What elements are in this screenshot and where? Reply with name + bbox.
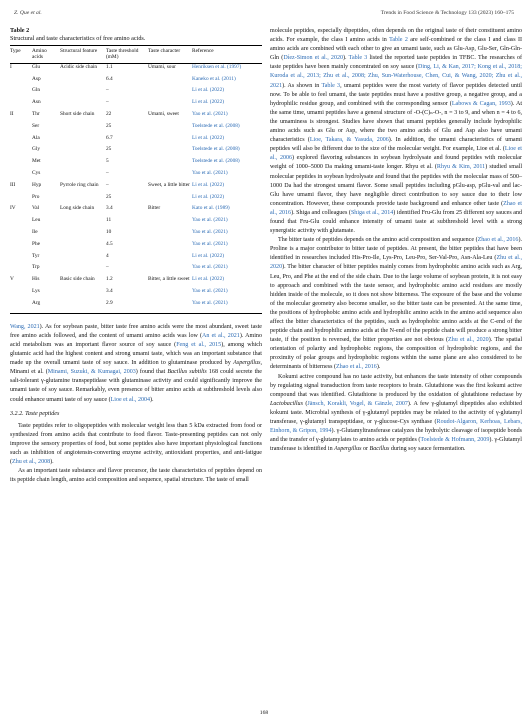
text-run: The bitter taste of peptides depends on the amino acid composition and sequence ( [278,237,478,244]
text-run: ) explored flavoring substances in soybean hydrolysate and found peptides with molecular weight of 1000–5000 Da making umami-taste longer. Rhyu et al. ( [270,155,522,171]
cell-taste-threshold: 25 [106,122,112,129]
cell-taste-threshold: 25 [106,146,112,153]
cell-type [10,123,32,135]
text-run: ). Proline is a major contributor to bitter taste of peptides. At present, the bitter peptides that have been identified in researches included His-Pro-Ile, Lys-Pro, Leu-Pro, Ser-Val-Pro, Asn-Ala-Leu ( [270,237,522,262]
citation-link[interactable]: Labows & Cagan, 1993 [451,100,511,107]
cell-reference[interactable]: Kaneko et al. (2011) [192,75,236,82]
cell-taste-threshold: 3.4 [106,287,113,294]
cell-reference[interactable]: Li et al. (2022) [192,193,225,200]
text-run: listed the reported taste peptides in TFBC. The researches of taste peptides have been mainly concentrated on soy sauce ( [270,55,523,71]
cell-structural-feature [60,300,106,314]
cell-structural-feature [60,123,106,135]
text-run: Kokumi active compound has no taste activity, but enhances the taste intensity of other compounds by regulating signal transduction from taste receptors to brain. Glutathione was the first kokumi active compound that was identified. Glutathione is produced by the oxidation of glutathione reductase by [270,373,522,398]
text-run: are self-combined or the class I and class II amino acids are combined with each other to give an umami taste, such as Glu-Asp, Glu-Ser, Gln-Gln-Gln ( [270,37,523,62]
cell-type [10,99,32,111]
cell-taste-character [148,241,192,253]
text-run: Taste peptides refer to oligopeptides with molecular weight less than 5 kDa extracted from food or synthesized from amino acids that contribute to food flavor. Taste-presenting peptides can not only improve the sensory properties of food, but some peptides also have important physiological functions such as inhibition of angiotensin-converting enzyme activity, antioxidant properties, and anti-fatigue ( [10,422,262,466]
text-run: , umami peptides were the most variety of flavor peptides detected until now. To be able to feel umami, the taste peptides must have a positive group, a negative group, and a hydrophilic residue group, and combined with the corresponding sensor ( [270,82,522,107]
citation-link[interactable]: Feng et al., 2015 [176,341,222,348]
italic-term: Lactobacillus [270,400,303,407]
col-type: Type [10,46,32,64]
text-run: ). [150,396,154,403]
text-run: ). In addition, the umami characteristics of umami peptides will also be different due to the size of the molecular weight. For example, Lioe et al. ( [270,137,522,153]
citation-link[interactable]: Shiga et al., 2014 [350,209,394,216]
cell-structural-feature [60,217,106,229]
citation-link[interactable]: Table 2 [389,37,408,44]
table-row [10,205,262,217]
text-run: ). As shown in [282,82,322,89]
cell-taste-character [148,253,192,265]
col-taste-threshold: Taste threshold (mM) [106,46,148,64]
table-row [10,87,262,99]
table-row [10,276,262,288]
cell-amino-acid: Pro [32,193,40,200]
citation-link[interactable]: Zhao et al., 2016 [270,200,522,216]
cell-type [10,300,32,314]
cell-reference[interactable]: Yao et al. (2021) [192,264,228,271]
cell-type [10,158,32,170]
cell-taste-threshold: 4.5 [106,240,113,247]
cell-reference[interactable]: Li et al. (2022) [192,134,225,141]
table-row [10,194,262,206]
cell-structural-feature [60,253,106,265]
cell-taste-threshold: – [106,181,109,188]
text-run: ). As for soybean paste, bitter taste free amino acids were the most abundant, sweet taste free amino acids followed, and the content of umami amino acids was low ( [10,323,262,339]
text-run: ( [302,400,308,407]
cell-structural-feature: Pyrrole ring chain [60,181,99,188]
cell-taste-character: Sweet, a little bitter [148,181,190,188]
table-row [10,146,262,158]
table-row [10,182,262,194]
table-row [10,253,262,265]
cell-taste-character: Bitter [148,205,161,212]
col-reference: Reference [192,46,262,64]
table-row [10,158,262,170]
header-authors: Z. Que et al. [14,10,42,16]
citation-link[interactable]: Zhu et al., 2020 [448,337,489,344]
citation-link[interactable]: Table 3 [321,82,341,89]
cell-type: I [10,63,12,70]
cell-amino-acid: His [32,276,40,283]
table-row [10,170,262,182]
citation-link[interactable]: Toelstede & Hofmann, 2009 [420,437,490,444]
cell-type [10,241,32,253]
text-run: ). Shiga and colleagues ( [291,209,351,216]
cell-amino-acid: Phe [32,240,41,247]
citation-link[interactable]: Zhao et al., 2016 [477,237,519,244]
cell-type [10,135,32,147]
cell-type: II [10,111,14,117]
cell-taste-threshold: 11 [106,217,112,224]
left-paragraph-2 [10,422,262,467]
table-header-row [10,46,262,64]
text-run: 168 could secrete the salt-tolerant γ-glutamine transpeptidase with glutaminase activity and could significantly improve the umami taste of soy sauce. Remarkably, even presence of bitter amino acids at subthreshold levels also could enhance umami taste of soy sauce ( [10,369,262,403]
cell-taste-threshold: 1.1 [106,63,113,70]
cell-amino-acid: Gln [32,87,41,94]
table-row [10,264,262,276]
col-structural-feature: Structural feature [60,46,106,64]
text-run: ) studied small molecular peptides in soybean hydrolysate and found that the peptides with the molecular mass of 500–1000 Da had the strongest umami flavor. Some small peptides including pGlu-asp, pGlu-val and lac-Glu have umami flavor, they have negligible direct contribution to soy sauce due to their low concentration. However, these compounds provide taste background and enhance other taste ( [270,164,522,207]
text-run: ). The bitter character of bitter peptides mainly comes from hydrophobic amino acids such as Arg, Leu, Pro, and Phe at the end of the side chain. Due to the large volume of soybean protein, it is not easy to approach and combined with the taste sensor, and hydrophobic amino acid residues are mostly hidden inside of the molecule, so it does not show bitterness. The exposure of the base and the volume of the molecular geometry also become smaller, so the bitter taste can be presented. At the same time, the positions of hydrophobic amino acids and hydrophilic amino acids in the amino acid sequence also affect the bitter characteristics of the peptides, such as hydrophobic amino acids at the C-end of the peptide chain and hydrophilic amino acids at the N-end of the peptide chain will produce a strong bitter taste, if the position is reversed, the bitter properties are not obvious ( [270,264,522,344]
citation-link[interactable]: Díez-Simon et al., 2020 [283,55,344,62]
cell-amino-acid: Met [32,158,41,165]
cell-structural-feature: Basic side chain [60,276,95,283]
cell-reference[interactable]: Yao et al. (2021) [192,300,262,314]
text-run: ). The spatial orientation of polarity and hydrophobic regions, the composition of hydrophobic regions, and the proximity of polar groups and hydrophobic regions within the same plane are also considered to be determinants of bitterness ( [270,337,522,371]
cell-taste-threshold: – [106,264,109,271]
cell-amino-acid: Val [32,205,40,212]
cell-taste-threshold: – [106,87,109,94]
citation-link[interactable]: Minami, Suzuki, & Kumagai, 2003 [47,369,136,376]
cell-reference[interactable]: Li et al. (2022) [192,276,225,283]
cell-reference[interactable]: Yao et al. (2021) [192,287,228,294]
text-run: ). [376,364,381,371]
left-paragraph-1 [10,323,262,405]
cell-taste-threshold: 6.4 [106,75,113,82]
cell-structural-feature [60,194,106,206]
cell-reference[interactable]: Toelstede et al. (2008) [192,146,240,153]
table-row [10,288,262,300]
citation-link[interactable]: Rhyu & Kim, 2011 [436,164,486,171]
left-paragraph-3 [10,467,262,485]
cell-structural-feature [60,170,106,182]
cell-taste-character [148,300,192,314]
cell-taste-threshold: 22 [106,111,112,117]
citation-link[interactable]: Lioe et al., 2006 [270,146,522,162]
cell-taste-character [148,229,192,241]
cell-taste-character: Umami, sweet [148,111,179,117]
page-number: 168 [259,710,269,716]
citation-link[interactable]: An et al., 2021 [202,332,240,339]
italic-term: Bacillus [369,446,390,453]
cell-taste-character [148,288,192,300]
cell-reference[interactable]: Yao et al. (2021) [192,240,228,247]
table-row [10,241,262,253]
cell-taste-character [148,158,192,170]
cell-amino-acid: Glu [32,63,41,70]
cell-amino-acid: Lys [32,287,40,294]
text-run: ). γ-Glutamyltransferase catalyzes the hydrolytic cleavage of isopeptide bonds and the transfer of γ-glutamylates to amino acids or peptides ( [270,428,523,444]
cell-taste-threshold: 3.4 [106,205,113,212]
citation-link[interactable]: Lioe et al., 2004 [110,396,151,403]
cell-taste-character [148,99,192,111]
cell-structural-feature [60,146,106,158]
citation-link[interactable]: Ding, Li, & Kan, 2017; Kong et al., 2018; Kuroda et al., 2013; Zhu et al., 2008; Zhu, Sun-Waterhouse, Chen, Cui, & Wang, 2020; Zhu et al., 2021 [270,64,522,89]
cell-taste-character [148,217,192,229]
cell-structural-feature: Short side chain [60,111,95,117]
table-row [10,111,262,123]
table-caption-title: Table 2 [10,27,30,34]
cell-amino-acid: Ser [32,122,40,129]
text-run: ) found that [135,369,168,376]
table-row [10,123,262,135]
cell-structural-feature [60,158,106,170]
cell-structural-feature [60,241,106,253]
cell-taste-character [148,146,192,158]
table-row [10,229,262,241]
cell-amino-acid: Thr [32,111,40,117]
cell-amino-acid: Gly [32,146,41,153]
cell-reference[interactable]: Toelstede et al. (2008) [192,158,240,165]
cell-taste-character: Bitter, a little sweet [148,276,190,283]
text-run: ). γ-Glutamyl transferase is identified in [270,437,522,453]
cell-reference[interactable]: Yao et al. (2021) [192,169,228,176]
cell-structural-feature [60,229,106,241]
table-row [10,217,262,229]
cell-reference[interactable]: Toelstede et al. (2008) [192,122,240,129]
citation-link[interactable]: Roudot-Algaron, Kerhoas, Lebars, Einhorn, & Gripon, 1994 [270,419,522,435]
italic-term: Bacillus subtilis [167,369,207,376]
cell-amino-acid: Tyr [32,252,40,259]
italic-term: Aspergillus [233,360,261,367]
cell-taste-character [148,76,192,88]
cell-taste-threshold: 25 [106,193,112,200]
right-paragraph-3 [270,373,522,455]
cell-structural-feature [60,264,106,276]
citation-link[interactable]: Jänsch, Korakli, Vogel, & Gänzle, 2007 [307,400,408,407]
table-caption-text: Structural and taste characteristics of free amino acids. [10,35,146,42]
text-run: molecule peptides, especially dipeptides, often depends on the original taste of their constituent amino acids. For example, the class I amino acids in [270,28,522,44]
text-run: As an important taste substance and flavor precursor, the taste characteristics of peptides depend on its peptide chain length, amino acid composition and sequence, spatial structure. The taste of small [10,468,262,484]
cell-reference[interactable]: Kato et al. (1989) [192,205,230,212]
table-row [10,99,262,111]
right-paragraph-2 [270,236,522,372]
cell-amino-acid: Trp [32,264,40,271]
cell-reference[interactable]: Li et al. (2022) [192,181,225,188]
cell-amino-acid: Leu [32,217,41,224]
cell-taste-character [148,170,192,182]
text-run: ). At the same time, umami peptides have a general structure of -O-(C)ₙ-O-, n = 3 to 9, and when n = 4 to 6, the umaminess is strongest. Studies have shown that umami peptides generally include hydrophilic amino acids such as Glu or Asp, where the two amino acids of Glu and Asp also have umami characteristics ( [270,100,522,144]
col-taste-character: Taste character [148,46,192,64]
italic-term: Aspergillus [334,446,362,453]
amino-acid-table [10,45,262,314]
cell-type [10,229,32,241]
cell-reference[interactable]: Yao et al. (2021) [192,111,228,117]
text-run: during soy sauce fermentation. [389,446,466,453]
cell-type [10,288,32,300]
cell-type: III [10,181,16,188]
cell-taste-character: Umami, sour [148,63,176,70]
cell-reference[interactable]: Henriksen et al. (1997) [192,63,242,70]
header-journal: Trends in Food Science & Technology 133 (2023) 160–175 [380,10,514,16]
cell-taste-character [148,135,192,147]
left-column [10,27,262,485]
citation-link[interactable]: Zhu et al., 2020 [270,255,523,271]
cell-structural-feature: Long side chain [60,205,95,212]
cell-structural-feature [60,87,106,99]
citation-link[interactable]: Table 3 [348,55,368,62]
cell-taste-character [148,194,192,206]
cell-reference[interactable]: Yao et al. (2021) [192,217,228,224]
cell-taste-threshold: 10 [106,228,112,235]
cell-reference[interactable]: Yao et al. (2021) [192,228,228,235]
cell-taste-threshold: 2.9 [106,300,148,314]
cell-structural-feature [60,76,106,88]
citation-link[interactable]: Wang, 2021 [10,323,40,330]
cell-reference[interactable]: Li et al. (2022) [192,87,225,94]
right-column [270,27,522,454]
cell-taste-character [148,87,192,99]
cell-amino-acid: Asp [32,75,41,82]
cell-type: V [10,276,14,283]
cell-taste-threshold: – [106,169,109,176]
right-paragraph-1 [270,27,522,236]
table-row [10,300,262,314]
cell-type: IV [10,205,16,212]
cell-type [10,264,32,276]
citation-link[interactable]: Zhao et al., 2016 [336,364,377,371]
cell-reference[interactable]: Li et al. (2022) [192,252,225,259]
text-run: ) identified Fru-Glu from 25 different soy sauces and found that Fru-Glu could enhance intensity of umami taste at subthreshold level with a strong synergistic activity with glutamate. [270,209,522,235]
table-row [10,76,262,88]
cell-type [10,194,32,206]
cell-amino-acid: Cys [32,169,41,176]
cell-type [10,87,32,99]
cell-structural-feature [60,135,106,147]
cell-type [10,253,32,265]
cell-taste-character [148,123,192,135]
cell-amino-acid: Asn [32,99,41,106]
table-row [10,63,262,75]
cell-amino-acid: Ile [32,228,38,235]
text-run: ). [343,55,349,62]
cell-structural-feature [60,99,106,111]
citation-link[interactable]: Lioe, Takara, & Yasuda, 2006 [309,137,389,144]
text-run: , Minami et al. ( [10,360,262,376]
cell-structural-feature [60,288,106,300]
cell-type [10,170,32,182]
cell-taste-threshold: 4 [106,252,109,259]
text-run: ). Amino acid metabolism was an important flavor source of soy sauce ( [10,332,262,348]
cell-taste-threshold: 1.2 [106,276,113,283]
cell-taste-character [148,264,192,276]
cell-type [10,146,32,158]
section-title-taste-peptides: 3.2.2. Taste peptides [10,410,60,417]
cell-amino-acid: Arg [32,300,60,314]
cell-taste-threshold: 5 [106,158,109,165]
text-run: or [361,446,370,453]
citation-link[interactable]: Zhu et al., 2008 [12,459,51,466]
cell-amino-acid: Hyp [32,181,42,188]
cell-taste-threshold: – [106,99,109,106]
cell-type [10,76,32,88]
cell-type [10,217,32,229]
col-amino-acids: Amino acids [32,46,60,64]
cell-reference[interactable]: Li et al. (2022) [192,99,225,106]
text-run: ). A few γ-glutamyl dipeptides also exhibited kokumi taste. Microbial synthesis of γ-glutamyl peptides may be related to the activity of γ-glutamyl transferase, γ-glutamyl transpeptidase, or γ-glucose-Cys synthase ( [270,400,522,426]
cell-structural-feature: Acidic side chain [60,63,98,70]
table-row [10,135,262,147]
cell-amino-acid: Ala [32,134,40,141]
cell-taste-threshold: 6.7 [106,134,113,141]
text-run: ), among which glutamic acid had the highest content and strong umami taste, which was an important substance that made up the overall umami taste of soy sauce. In addition to glutaminase produced by [10,341,262,367]
text-run: ). [50,459,54,466]
